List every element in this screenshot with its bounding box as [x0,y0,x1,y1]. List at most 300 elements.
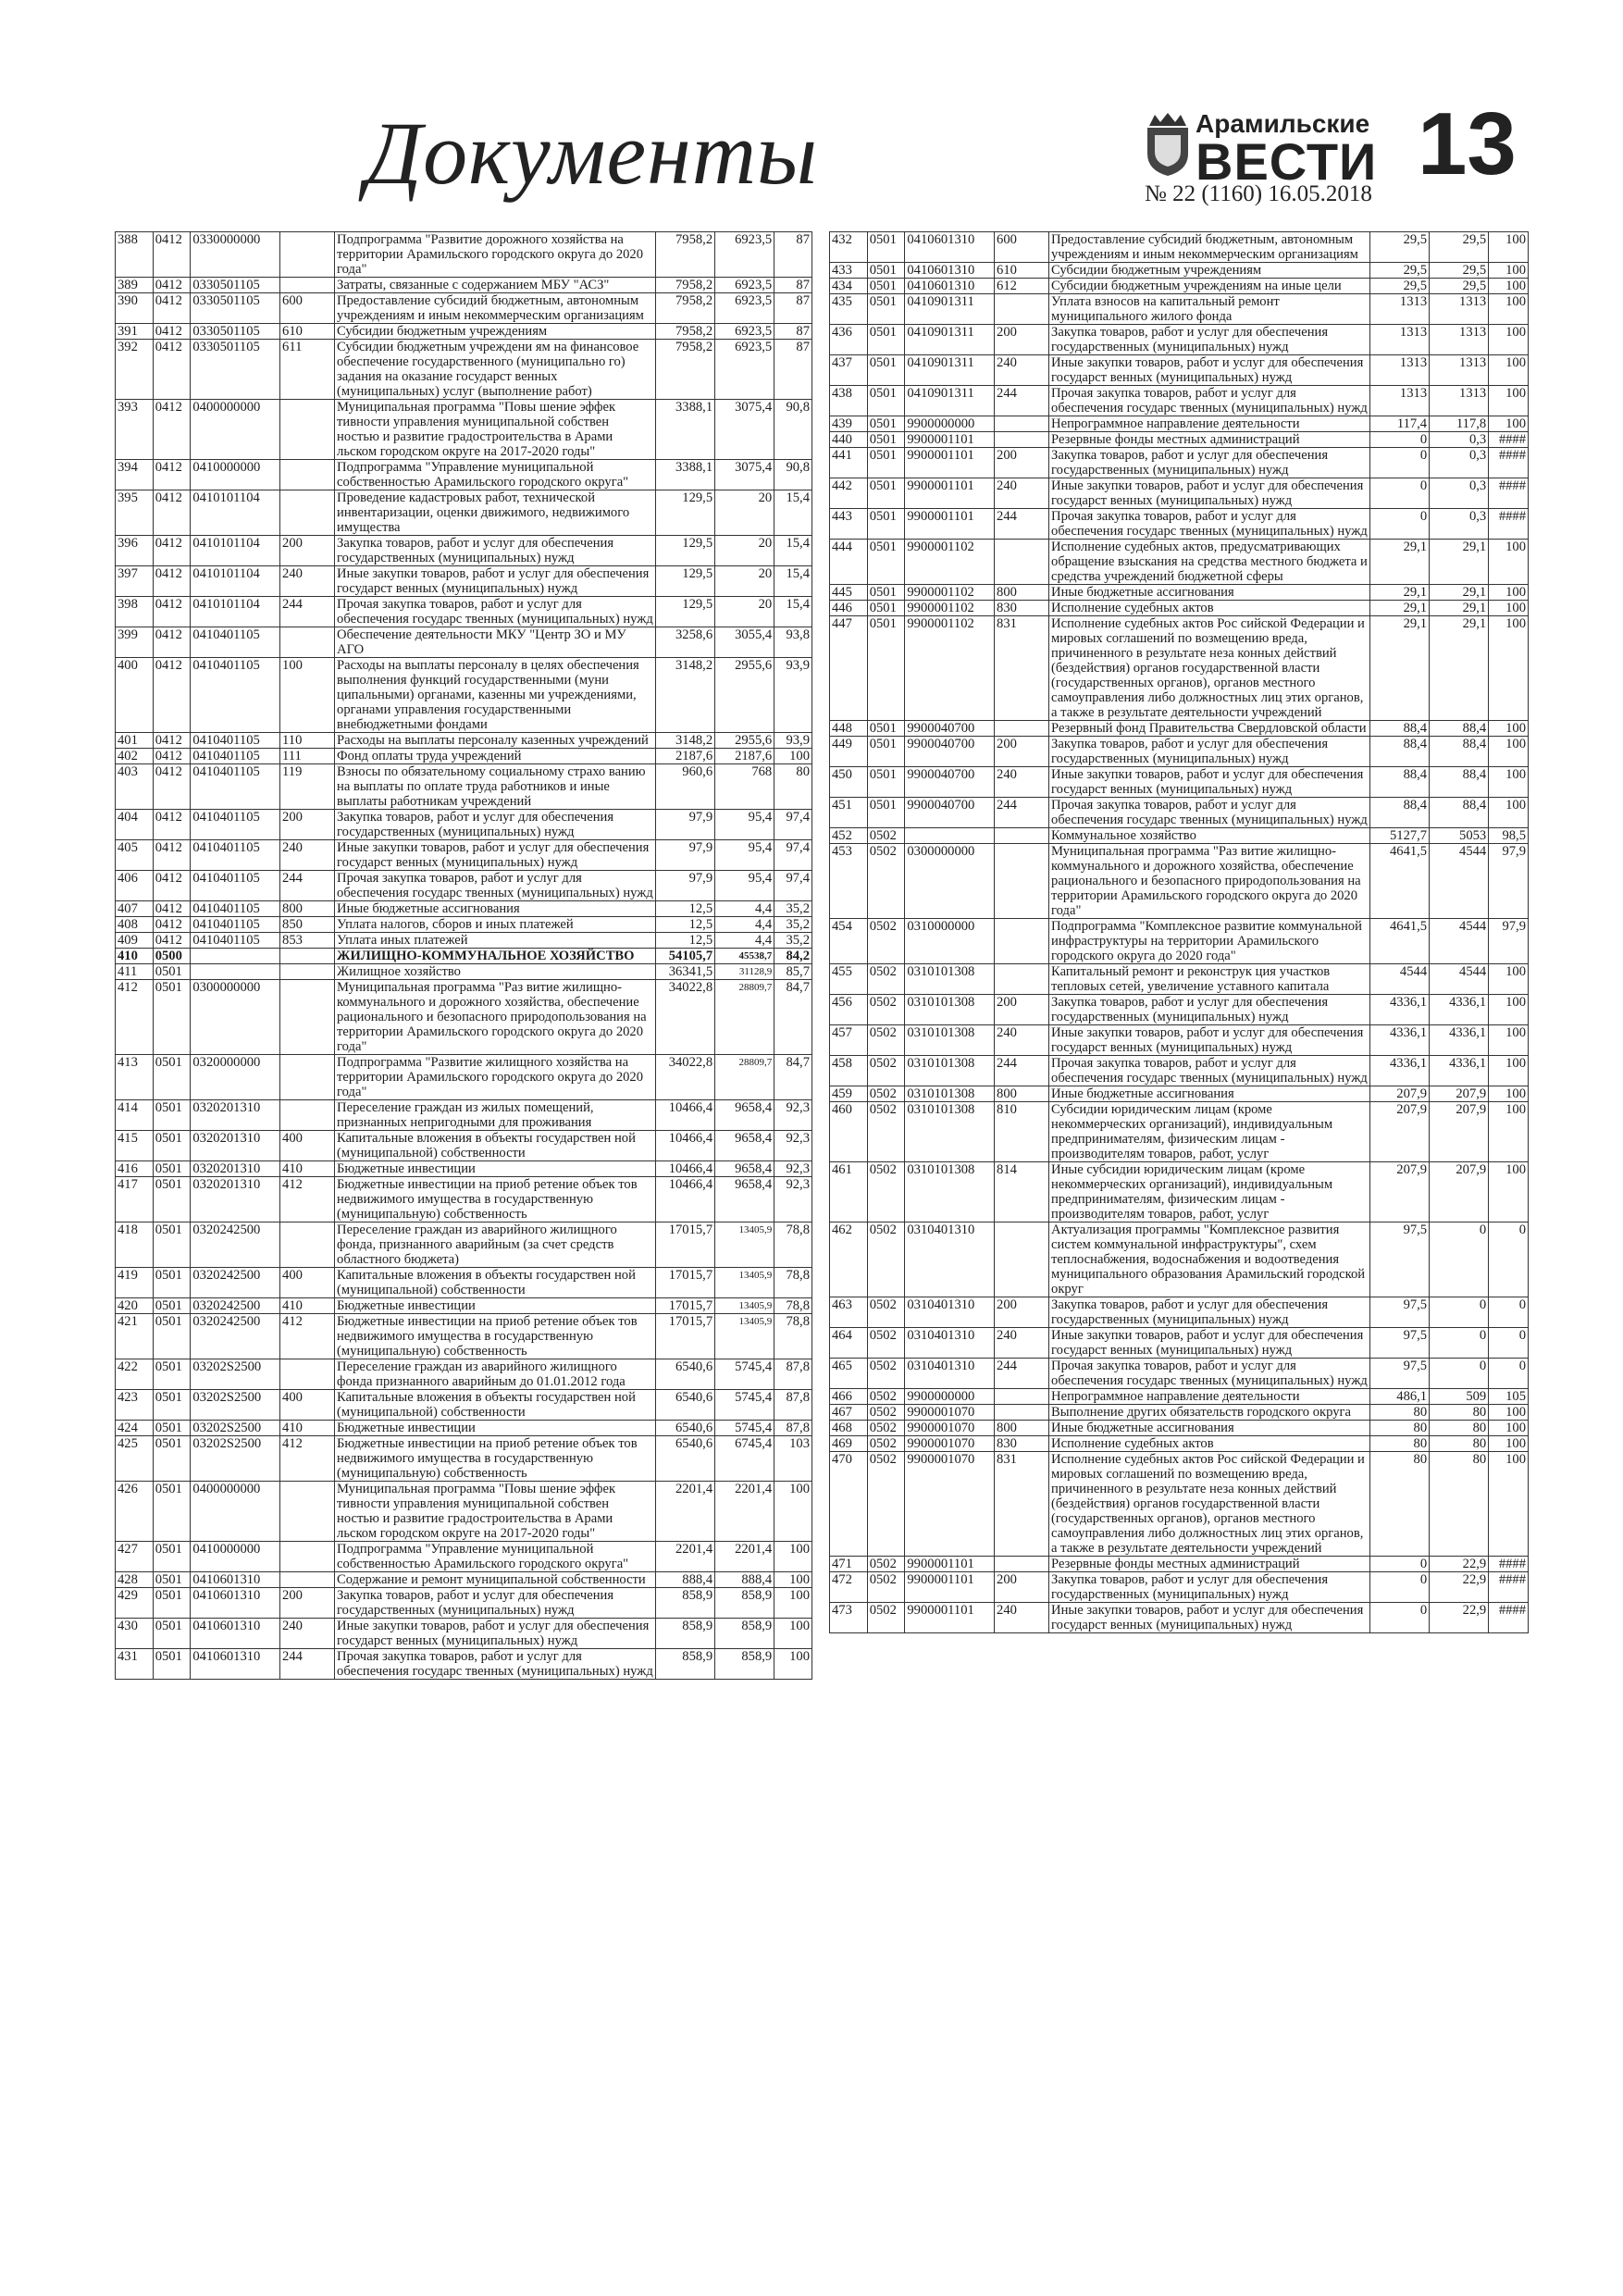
section-code: 0501 [153,1222,191,1268]
planned-amount: 3148,2 [656,733,715,749]
executed-amount: 0 [1430,1328,1489,1359]
target-code: 9900001101 [905,448,995,478]
table-row [116,1588,812,1619]
section-code: 0501 [867,448,905,478]
section-code: 0501 [153,1421,191,1436]
section-code: 0412 [153,901,191,917]
target-code: 0310101308 [905,964,995,995]
table-row [116,293,812,324]
executed-amount: 20 [715,597,774,627]
table-row [830,1297,1529,1328]
executed-amount: 13405,9 [715,1268,774,1298]
row-number: 457 [830,1025,868,1056]
section-code: 0501 [153,1131,191,1161]
expense-type: 831 [995,1452,1049,1557]
row-number: 458 [830,1056,868,1086]
expense-type [280,1100,335,1131]
item-name: Субсидии бюджетным учреждениям на иные цели [1049,279,1370,294]
expense-type: 412 [280,1436,335,1482]
expense-type: 200 [995,325,1049,355]
expense-type: 410 [280,1421,335,1436]
row-number: 434 [830,279,868,294]
item-name: Иные бюджетные ассигнования [335,901,656,917]
table-row [116,964,812,980]
target-code: 0410601310 [191,1572,280,1588]
target-code: 9900001101 [905,478,995,509]
item-name: Муниципальная программа "Повы шение эффек тивности управления муниципальной собствен ностью и развитие градостроительства в Арами льском городском округе на 2017-2020 годы" [335,1482,656,1542]
executed-amount: 29,1 [1430,540,1489,585]
executed-amount: 0 [1430,1359,1489,1389]
row-number: 405 [116,840,154,871]
executed-amount: 29,5 [1430,232,1489,263]
row-number: 423 [116,1390,154,1421]
executed-amount: 0,3 [1430,448,1489,478]
item-name: Иные закупки товаров, работ и услуг для обеспечения государст венных (муниципальных) нужд [1049,1603,1370,1633]
target-code: 0320242500 [191,1314,280,1359]
row-number: 410 [116,949,154,964]
expense-type: 830 [995,1436,1049,1452]
expense-type: 240 [995,1328,1049,1359]
target-code: 0320201310 [191,1161,280,1177]
executed-amount: 29,5 [1430,279,1489,294]
expense-type: 610 [280,324,335,340]
target-code: 0410101104 [191,597,280,627]
percent-executed: 100 [1489,585,1529,601]
row-number: 450 [830,767,868,798]
row-number: 452 [830,828,868,844]
percent-executed: 100 [1489,964,1529,995]
executed-amount: 4336,1 [1430,995,1489,1025]
percent-executed: #### [1489,432,1529,448]
row-number: 395 [116,490,154,536]
target-code: 9900001102 [905,540,995,585]
row-number: 412 [116,980,154,1055]
percent-executed: 93,9 [774,733,812,749]
target-code: 9900040700 [905,737,995,767]
planned-amount: 29,1 [1370,540,1430,585]
executed-amount: 31128,9 [715,964,774,980]
percent-executed: 78,8 [774,1268,812,1298]
section-code: 0501 [153,1298,191,1314]
item-name: Жилищное хозяйство [335,964,656,980]
target-code: 0410601310 [191,1619,280,1649]
target-code: 0410401105 [191,749,280,764]
percent-executed: 98,5 [1489,828,1529,844]
item-name: Прочая закупка товаров, работ и услуг для обеспечения государс твенных (муниципальных) нужд [1049,1056,1370,1086]
expense-type: 244 [995,1056,1049,1086]
expense-type: 100 [280,658,335,733]
item-name: Подпрограмма "Управление муниципальной собственностью Арамильского городского округа" [335,460,656,490]
percent-executed: 97,4 [774,840,812,871]
item-name: Субсидии бюджетным учреждени ям на финансовое обеспечение государственного (муниципально го) задания на оказание государст венных (муниципальных) услуг (выполнение работ) [335,340,656,400]
percent-executed: 100 [774,1649,812,1680]
percent-executed: 100 [1489,767,1529,798]
percent-executed: 100 [1489,1421,1529,1436]
planned-amount: 129,5 [656,536,715,566]
item-name: Субсидии бюджетным учреждениям [335,324,656,340]
section-code: 0412 [153,536,191,566]
target-code: 0300000000 [191,980,280,1055]
item-name: Закупка товаров, работ и услуг для обеспечения государственных (муниципальных) нужд [1049,448,1370,478]
section-code: 0502 [867,964,905,995]
executed-amount: 80 [1430,1405,1489,1421]
table-row [830,1436,1529,1452]
target-code: 0310101308 [905,1056,995,1086]
item-name: Муниципальная программа "Повы шение эффек тивности управления муниципальной собствен ностью и развитие градостроительства в Арами льском городском округе на 2017-2020 годы" [335,400,656,460]
planned-amount: 0 [1370,478,1430,509]
issue-line: № 22 (1160) 16.05.2018 [1145,181,1372,206]
executed-amount: 3055,4 [715,627,774,658]
percent-executed: 100 [1489,279,1529,294]
expense-type: 244 [280,597,335,627]
expense-type: 200 [280,810,335,840]
target-code: 03202S2500 [191,1436,280,1482]
table-row [830,1557,1529,1572]
table-row [830,828,1529,844]
percent-executed: #### [1489,509,1529,540]
target-code: 0410601310 [191,1588,280,1619]
table-row [830,1452,1529,1557]
planned-amount: 858,9 [656,1588,715,1619]
row-number: 432 [830,232,868,263]
row-number: 403 [116,764,154,810]
item-name: Муниципальная программа "Раз витие жилищно-коммунального и дорожного хозяйства, обеспечение рационального и безопасного природопользования на территории Арамильского городского округа до 2020 года" [335,980,656,1055]
executed-amount: 13405,9 [715,1314,774,1359]
planned-amount: 34022,8 [656,1055,715,1100]
executed-amount: 207,9 [1430,1102,1489,1162]
section-code: 0501 [153,1572,191,1588]
planned-amount: 3258,6 [656,627,715,658]
table-row [116,1177,812,1222]
target-code: 0300000000 [905,844,995,919]
percent-executed: 100 [1489,1102,1529,1162]
executed-amount: 0,3 [1430,509,1489,540]
table-row [830,1389,1529,1405]
item-name: Прочая закупка товаров, работ и услуг для обеспечения государс твенных (муниципальных) нужд [335,597,656,627]
row-number: 427 [116,1542,154,1572]
expense-type [280,980,335,1055]
row-number: 396 [116,536,154,566]
section-code: 0500 [153,949,191,964]
target-code: 0320242500 [191,1222,280,1268]
planned-amount: 2187,6 [656,749,715,764]
target-code: 0410101104 [191,566,280,597]
table-row [116,232,812,278]
percent-executed: #### [1489,478,1529,509]
target-code: 0410000000 [191,1542,280,1572]
target-code: 0400000000 [191,1482,280,1542]
item-name: Актуализация программы "Комплексное развития систем коммунальной инфраструктуры", схем теплоснабжения, водоснабжения и водоотведения муниципального образования Арамильский городской округ [1049,1222,1370,1297]
table-row [116,1572,812,1588]
budget-table-left [115,231,812,1680]
section-code: 0412 [153,871,191,901]
expense-type: 240 [995,767,1049,798]
row-number: 419 [116,1268,154,1298]
row-number: 399 [116,627,154,658]
table-row [116,658,812,733]
executed-amount: 6923,5 [715,324,774,340]
row-number: 401 [116,733,154,749]
executed-amount: 2955,6 [715,733,774,749]
executed-amount: 29,5 [1430,263,1489,279]
expense-type: 240 [995,355,1049,386]
item-name: Резервный фонд Правительства Свердловской области [1049,721,1370,737]
planned-amount: 29,5 [1370,263,1430,279]
table-row [830,509,1529,540]
row-number: 435 [830,294,868,325]
section-code: 0501 [867,585,905,601]
section-code: 0501 [153,1588,191,1619]
expense-type: 200 [995,995,1049,1025]
row-number: 465 [830,1359,868,1389]
item-name: Содержание и ремонт муниципальной собственности [335,1572,656,1588]
table-row [116,460,812,490]
row-number: 393 [116,400,154,460]
expense-type: 850 [280,917,335,933]
percent-executed: 97,9 [1489,919,1529,964]
table-row [830,1603,1529,1633]
target-code: 9900000000 [905,1389,995,1405]
expense-type [280,460,335,490]
expense-type: 240 [280,566,335,597]
target-code: 9900001101 [905,509,995,540]
expense-type: 110 [280,733,335,749]
item-name: Иные бюджетные ассигнования [1049,1421,1370,1436]
table-row [830,767,1529,798]
executed-amount: 0 [1430,1222,1489,1297]
target-code: 0400000000 [191,400,280,460]
percent-executed: 100 [1489,416,1529,432]
executed-amount: 4336,1 [1430,1056,1489,1086]
planned-amount: 4336,1 [1370,1025,1430,1056]
item-name: Выполнение других обязательств городского округа [1049,1405,1370,1421]
expense-type: 600 [995,232,1049,263]
item-name: Непрограммное направление деятельности [1049,1389,1370,1405]
target-code: 0410401105 [191,733,280,749]
table-row [116,1619,812,1649]
planned-amount: 129,5 [656,566,715,597]
expense-type: 244 [995,386,1049,416]
target-code: 0320242500 [191,1268,280,1298]
table-row [830,1056,1529,1086]
percent-executed: 100 [1489,995,1529,1025]
row-number: 420 [116,1298,154,1314]
item-name: Закупка товаров, работ и услуг для обеспечения государственных (муниципальных) нужд [1049,325,1370,355]
item-name: Муниципальная программа "Раз витие жилищно-коммунального и дорожного хозяйства, обеспечение рационального и безопасного природопользования на территории Арамильского городского округа до 2020 года" [1049,844,1370,919]
row-number: 436 [830,325,868,355]
percent-executed: 80 [774,764,812,810]
expense-type: 244 [995,798,1049,828]
row-number: 407 [116,901,154,917]
row-number: 402 [116,749,154,764]
target-code: 9900001102 [905,616,995,721]
item-name: Расходы на выплаты персоналу казенных учреждений [335,733,656,749]
executed-amount: 1313 [1430,355,1489,386]
percent-executed: 100 [1489,1436,1529,1452]
section-code: 0502 [867,1297,905,1328]
expense-type: 611 [280,340,335,400]
item-name: Исполнение судебных актов Рос сийской Федерации и мировых соглашений по возмещению вреда, причиненного в результате неза конных действий (бездействия) органов государственной власти (государственных органов), органов местного самоуправления либо должностных лиц этих органов, а также в результате деятельности учреждений [1049,616,1370,721]
expense-type: 400 [280,1131,335,1161]
table-row [116,324,812,340]
expense-type: 831 [995,616,1049,721]
expense-type: 600 [280,293,335,324]
planned-amount: 1313 [1370,325,1430,355]
planned-amount: 29,1 [1370,601,1430,616]
table-row [116,749,812,764]
executed-amount: 4,4 [715,917,774,933]
section-code: 0502 [867,919,905,964]
executed-amount: 9658,4 [715,1177,774,1222]
planned-amount: 207,9 [1370,1162,1430,1222]
table-row [116,1359,812,1390]
executed-amount: 22,9 [1430,1557,1489,1572]
percent-executed: 78,8 [774,1222,812,1268]
planned-amount: 3148,2 [656,658,715,733]
item-name: Взносы по обязательному социальному страхо ванию на выплаты по оплате труда работников и иные выплаты работникам учреждений [335,764,656,810]
executed-amount: 0 [1430,1297,1489,1328]
row-number: 471 [830,1557,868,1572]
section-code: 0501 [153,980,191,1055]
planned-amount: 29,5 [1370,279,1430,294]
executed-amount: 858,9 [715,1649,774,1680]
target-code: 0410401105 [191,871,280,901]
target-code [905,828,995,844]
item-name: Расходы на выплаты персоналу в целях обеспечения выполнения функций государственными (муни ципальными) органами, казенны ми учреждениями, органами управления государственными внебюджетными фондами [335,658,656,733]
item-name: Подпрограмма "Управление муниципальной собственностью Арамильского городского округа" [335,1542,656,1572]
target-code: 9900000000 [905,416,995,432]
row-number: 460 [830,1102,868,1162]
section-code: 0412 [153,278,191,293]
item-name: Предоставление субсидий бюджетным, автономным учреждениям и иным некоммерческим организациям [335,293,656,324]
item-name: Прочая закупка товаров, работ и услуг для обеспечения государс твенных (муниципальных) нужд [1049,509,1370,540]
executed-amount: 28809,7 [715,980,774,1055]
item-name: Подпрограмма "Развитие дорожного хозяйства на территории Арамильского городского округа до 2020 года" [335,232,656,278]
target-code: 0310101308 [905,995,995,1025]
right-column [829,231,1529,1633]
section-code: 0412 [153,232,191,278]
item-name: Переселение граждан из аварийного жилищного фонда признанного аварийным до 01.01.2012 года [335,1359,656,1390]
section-code: 0502 [867,1572,905,1603]
table-row [830,294,1529,325]
table-row [830,279,1529,294]
row-number: 429 [116,1588,154,1619]
section-code: 0501 [867,616,905,721]
item-name: Исполнение судебных актов, предусматривающих обращение взыскания на средства местного бюджета и средства учреждений бюджетной сферы [1049,540,1370,585]
percent-executed: 0 [1489,1328,1529,1359]
target-code: 0330501105 [191,293,280,324]
planned-amount: 10466,4 [656,1161,715,1177]
executed-amount: 88,4 [1430,737,1489,767]
planned-amount: 5127,7 [1370,828,1430,844]
brand-main-text: ВЕСТИ [1196,132,1378,191]
executed-amount: 95,4 [715,810,774,840]
row-number: 444 [830,540,868,585]
executed-amount: 80 [1430,1452,1489,1557]
executed-amount: 2187,6 [715,749,774,764]
expense-type: 410 [280,1298,335,1314]
table-row [116,871,812,901]
section-code: 0502 [867,1222,905,1297]
target-code: 0410601310 [191,1649,280,1680]
planned-amount: 0 [1370,1572,1430,1603]
percent-executed: 97,4 [774,810,812,840]
row-number: 433 [830,263,868,279]
section-code: 0501 [153,1482,191,1542]
expense-type: 612 [995,279,1049,294]
expense-type [995,919,1049,964]
executed-amount: 6745,4 [715,1436,774,1482]
item-name: Бюджетные инвестиции [335,1298,656,1314]
row-number: 426 [116,1482,154,1542]
planned-amount: 1313 [1370,294,1430,325]
item-name: Капитальные вложения в объекты государствен ной (муниципальной) собственности [335,1131,656,1161]
section-code: 0501 [867,416,905,432]
planned-amount: 2201,4 [656,1482,715,1542]
planned-amount: 6540,6 [656,1436,715,1482]
section-code: 0501 [867,325,905,355]
planned-amount: 6540,6 [656,1390,715,1421]
executed-amount: 1313 [1430,294,1489,325]
percent-executed: 100 [1489,1025,1529,1056]
row-number: 459 [830,1086,868,1102]
percent-executed: 100 [1489,1452,1529,1557]
executed-amount: 1313 [1430,386,1489,416]
target-code: 9900001101 [905,1557,995,1572]
section-code: 0501 [867,737,905,767]
planned-amount: 7958,2 [656,232,715,278]
section-code: 0501 [867,263,905,279]
table-row [116,933,812,949]
row-number: 468 [830,1421,868,1436]
row-number: 430 [116,1619,154,1649]
target-code: 0320242500 [191,1298,280,1314]
executed-amount: 858,9 [715,1588,774,1619]
item-name: Закупка товаров, работ и услуг для обеспечения государственных (муниципальных) нужд [335,1588,656,1619]
table-row [116,1436,812,1482]
row-number: 438 [830,386,868,416]
table-row [830,601,1529,616]
expense-type: 400 [280,1268,335,1298]
percent-executed: 87 [774,278,812,293]
expense-type: 240 [995,478,1049,509]
item-name: Иные субсидии юридическим лицам (кроме некоммерческих организаций), индивидуальным предпринимателям, физическим лицам - производителям товаров, работ, услуг [1049,1162,1370,1222]
table-row [830,721,1529,737]
row-number: 449 [830,737,868,767]
row-number: 441 [830,448,868,478]
left-column [115,231,812,1680]
row-number: 472 [830,1572,868,1603]
item-name: Бюджетные инвестиции на приоб ретение объек тов недвижимого имущества в государственную (муниципальную) собственность [335,1177,656,1222]
planned-amount: 10466,4 [656,1100,715,1131]
table-row [116,597,812,627]
executed-amount: 29,1 [1430,601,1489,616]
item-name: Резервные фонды местных администраций [1049,432,1370,448]
planned-amount: 54105,7 [656,949,715,964]
section-code: 0502 [867,1328,905,1359]
row-number: 461 [830,1162,868,1222]
item-name: Обеспечение деятельности МКУ "Центр ЗО и МУ АГО [335,627,656,658]
row-number: 462 [830,1222,868,1297]
expense-type: 853 [280,933,335,949]
expense-type: 200 [280,1588,335,1619]
target-code: 03202S2500 [191,1390,280,1421]
target-code: 9900001101 [905,1572,995,1603]
item-name: Исполнение судебных актов [1049,601,1370,616]
executed-amount: 29,1 [1430,585,1489,601]
item-name: Затраты, связанные с содержанием МБУ "АСЗ" [335,278,656,293]
item-name: Иные бюджетные ассигнования [1049,585,1370,601]
